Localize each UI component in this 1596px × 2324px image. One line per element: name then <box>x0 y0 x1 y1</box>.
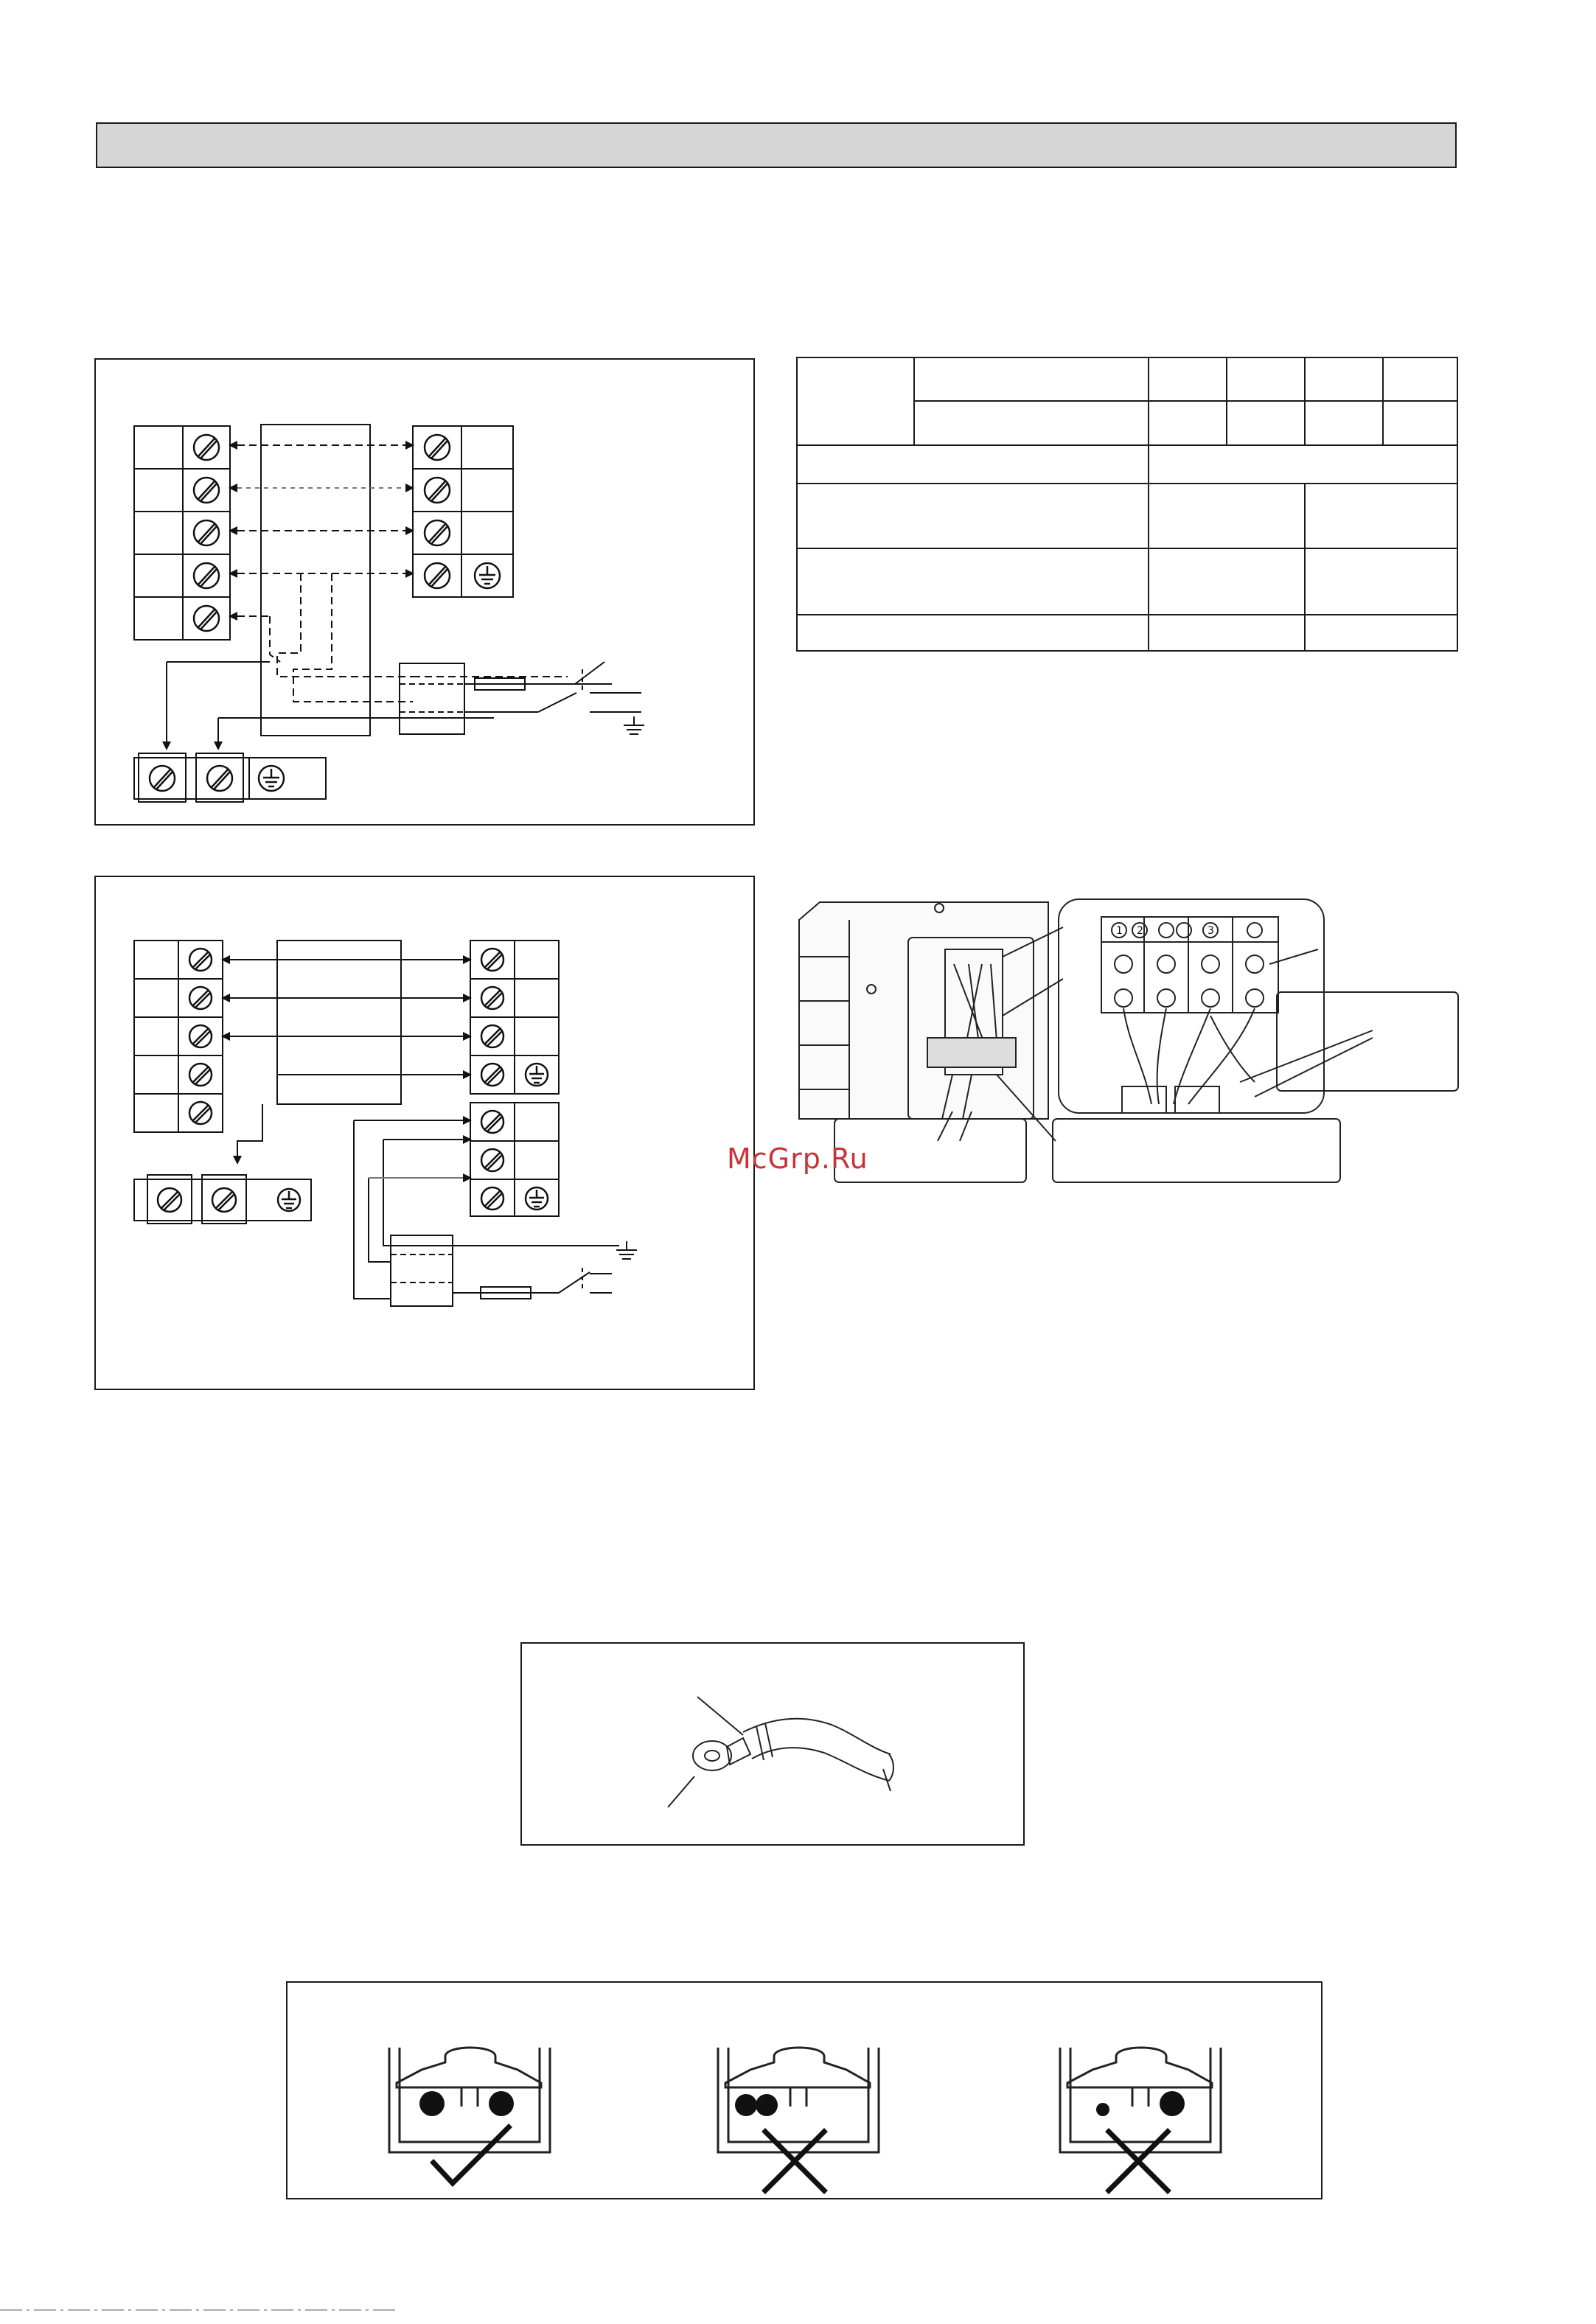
terminal-label-2: 2 <box>1137 925 1143 937</box>
section-title-bar <box>96 122 1457 168</box>
spec-table <box>796 357 1460 652</box>
footer-rule <box>0 2306 398 2316</box>
watermark: McGrp.Ru <box>727 1142 868 1175</box>
wiring-diagram-2 <box>94 876 755 1390</box>
unit-terminal-illustration <box>798 898 1461 1207</box>
wiring-diagram-1-svg <box>96 360 756 827</box>
correct-mark-icon <box>433 2127 509 2183</box>
connection-examples-svg <box>288 1983 1324 2201</box>
terminal-label-3: 3 <box>1208 925 1214 937</box>
terminal-connection-examples <box>286 1981 1323 2199</box>
terminal-label-1: 1 <box>1116 925 1123 937</box>
ring-terminal-svg <box>522 1644 1026 1847</box>
wiring-diagram-1 <box>94 358 755 826</box>
wiring-diagram-2-svg <box>96 877 756 1392</box>
ring-terminal-figure <box>520 1642 1025 1846</box>
